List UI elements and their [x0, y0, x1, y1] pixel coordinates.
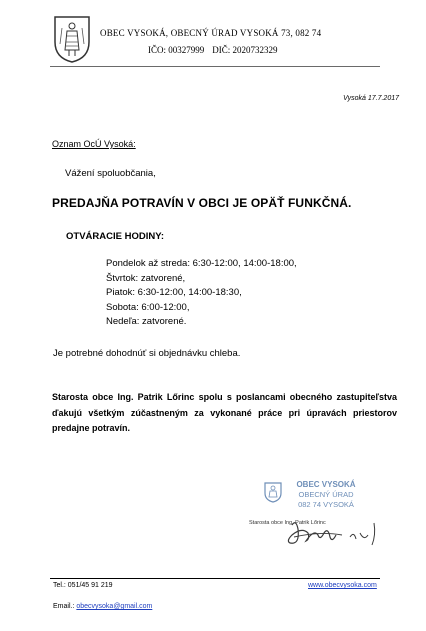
- office-title: OBEC VYSOKÁ, OBECNÝ ÚRAD VYSOKÁ 73, 082 74: [100, 28, 322, 38]
- email-link[interactable]: obecvysoka@gmail.com: [76, 603, 153, 610]
- header-divider: [50, 66, 380, 67]
- hours-line: Pondelok až streda: 6:30-12:00, 14:00-18:00,: [106, 258, 297, 269]
- stamp-crest-icon: [263, 481, 283, 503]
- dic-number: DIČ: 2020732329: [212, 45, 278, 55]
- greeting: Vážení spoluobčania,: [65, 168, 156, 179]
- hours-line: Sobota: 6:00-12:00,: [106, 301, 190, 313]
- handwritten-signature: [280, 515, 390, 553]
- stamp-line: OBEC VYSOKÁ: [296, 480, 356, 489]
- notice-subject: Oznam OcÚ Vysoká:: [52, 139, 136, 149]
- hours-line: Piatok: 6:30-12:00, 14:00-18:30,: [106, 287, 242, 298]
- ico-number: IČO: 00327999: [148, 45, 205, 55]
- stamp-line: 082 74 VYSOKÁ: [298, 500, 354, 509]
- order-note: Je potrebné dohodnúť si objednávku chleba.: [53, 348, 241, 359]
- footer-divider: [50, 578, 380, 579]
- hours-line: Nedeľa: zatvorené.: [106, 316, 187, 327]
- email-line: [53, 603, 152, 610]
- thanks-paragraph: Starosta obce Ing. Patrik Lőrinc spolu s poslancami obecného zastupiteľstva ďakujú všetkým zúčastneným za vykonané práce pri úpravách priestorov predajne potravín.: [52, 392, 397, 433]
- phone-number: Tel.: 051/45 91 219: [53, 582, 113, 589]
- opening-hours-title: OTVÁRACIE HODINY:: [66, 231, 164, 242]
- stamp-line: OBECNÝ ÚRAD: [298, 490, 354, 499]
- email-label: Email.:: [53, 603, 75, 610]
- website-link[interactable]: www.obecvysoka.com: [308, 582, 377, 589]
- municipal-coat-of-arms-icon: [52, 14, 92, 64]
- hours-line: Štvrtok: zatvorené,: [106, 272, 186, 284]
- tax-ids: [148, 45, 278, 55]
- letter-date: Vysoká 17.7.2017: [343, 95, 399, 102]
- headline: PREDAJŇA POTRAVÍN V OBCI JE OPÄŤ FUNKČNÁ.: [52, 196, 352, 210]
- signer-name: Starosta obce Ing. Patrik Lőrinc: [249, 520, 326, 526]
- office-stamp: [286, 480, 366, 510]
- opening-hours-list: [106, 257, 297, 330]
